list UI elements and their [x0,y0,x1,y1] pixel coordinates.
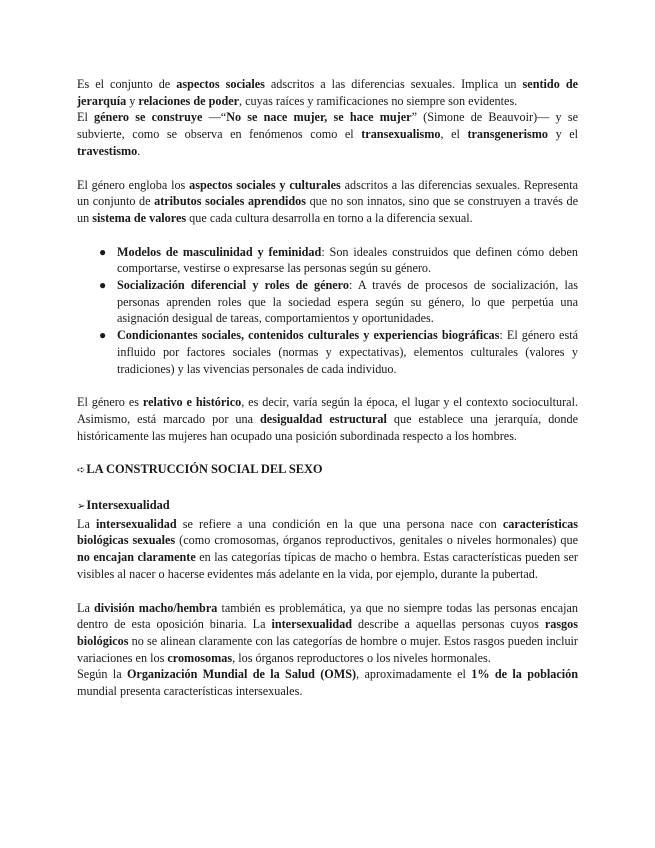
bold-term: Modelos de masculinidad y feminidad [117,244,322,259]
bold-term: Organización Mundial de la Salud (OMS) [126,667,357,682]
bullet-icon: ● [99,328,107,343]
spacer [77,377,578,394]
text: , es decir, varía según la época, el lugar y el contexto sociocultural. Asimismo, está marcado por una [77,395,578,426]
intersex-paragraph [77,516,578,583]
text: —“ [202,110,227,125]
bold-term: intersexualidad [96,516,177,531]
bold-term: transgenerismo [467,127,548,142]
spacer [77,160,578,177]
text: El género es [77,395,143,410]
bold-term: relativo e histórico [142,395,242,410]
engloba-paragraph [77,177,578,227]
arrow-icon: ➪ [77,465,86,477]
bold-term: sistema de valores [92,210,187,225]
list-item [77,327,578,377]
bold-term: cromosomas [167,650,233,665]
text: y [126,93,139,108]
bold-term: desigualdad estructural [260,411,387,426]
list-item [77,277,578,327]
text: , aproximadamente el [356,667,472,682]
text: , cuyas raíces y ramificaciones no siempre son evidentes. [239,93,518,108]
spacer [77,444,578,461]
spacer [77,480,578,497]
bold-term: relaciones de poder [138,93,240,108]
relativo-paragraph [77,394,578,444]
quote: No se nace mujer, se hace mujer [226,110,412,125]
bullet-icon: ● [99,244,107,259]
text: Es el conjunto de [77,77,177,91]
text: : Son ideales construidos que definen cómo deben comportarse, vestirse o expresarse las personas según su género. [117,244,579,276]
text: que establece una jerarquía, donde históricamente las mujeres han ocupado una posición subordinada respecto a los hombres. [77,411,578,443]
text: Según la [77,667,127,682]
section-heading [77,461,578,480]
oms-paragraph [77,666,578,699]
bold-term: no encajan claramente [77,550,196,565]
bold-term: Condicionantes sociales, contenidos culturales y experiencias biográficas [117,328,500,343]
text: en las categorías típicas de macho o hembra. Estas características pueden ser visibles al nacer o hacerse evidentes más adelante en la vida, por ejemplo, durante la pubertad. [77,550,578,581]
text: que no son innatos, sino que se construyen a través de un [77,194,578,225]
bold-term: división macho/hembra [94,600,218,615]
subsection-title: Intersexualidad [86,498,170,513]
document-body [77,76,578,700]
text: se refiere a una condición en la que una persona nace con [176,516,503,531]
subsection-heading [77,497,578,516]
construction-paragraph [77,109,578,159]
text: La [77,516,97,531]
text: (como cromosomas, órganos reproductivos, genitales o niveles hormonales) que [175,533,578,548]
bold-term: 1% de la población [471,667,578,682]
text: , el [440,127,468,142]
bullet-icon: ● [99,278,107,293]
bullet-list [77,244,578,378]
bold-term: transexualismo [361,127,441,142]
text: : El género está influido por factores sociales (normas y expectativas), elementos culturales (valores y tradiciones) y las vivencias personales de cada individuo. [117,328,578,376]
text: El género engloba los [77,177,190,192]
bold-term: travestismo [77,143,138,158]
bold-term: rasgos biológicos [77,617,578,648]
bold-term: aspectos sociales y culturales [189,177,341,192]
division-paragraph [77,600,578,667]
text: mundial presenta características intersexuales. [77,684,303,699]
text: La [77,600,94,615]
bold-term: género se construye [94,110,203,125]
text: ” (Simone de Beauvoir)— y se subvierte, como se observa en fenómenos como el [77,110,578,142]
bold-term: Socialización diferencial y roles de género [117,278,349,293]
bold-term: sentido de jerarquía [77,77,579,108]
text: también es problemática, ya que no siempre todas las personas encajan dentro de esta oposición binaria. La [77,600,578,632]
text: describe a aquellas personas cuyos [352,617,545,632]
arrowhead-icon: ➢ [77,501,86,513]
text: adscritos a las diferencias sexuales. Implica un [264,77,523,91]
spacer [77,227,578,244]
text: , los órganos reproductores o los niveles hormonales. [232,650,491,665]
text: : A través de procesos de socialización, las personas aprenden roles que la sociedad espera según su género, lo que perpetúa una asignación desigual de tareas, comportamientos y oportunidades. [117,278,578,326]
bold-term: aspectos sociales [176,77,265,91]
spacer [77,583,578,600]
text: y el [548,127,579,142]
intro-paragraph [77,76,578,109]
section-title: LA CONSTRUCCIÓN SOCIAL DEL SEXO [86,462,323,477]
text: que cada cultura desarrolla en torno a la diferencia sexual. [186,210,473,225]
bold-term: intersexualidad [271,617,353,632]
text: . [137,143,141,158]
text: adscritos a las diferencias sexuales. Representa un conjunto de [77,177,579,209]
list-item [77,244,578,277]
text: no se alinean claramente con las categorías de hombre o mujer. Estos rasgos pueden incluir variaciones en los [77,633,578,665]
bold-term: atributos sociales aprendidos [154,194,306,209]
bold-term: características biológicas sexuales [77,516,578,548]
text: El [77,110,95,125]
